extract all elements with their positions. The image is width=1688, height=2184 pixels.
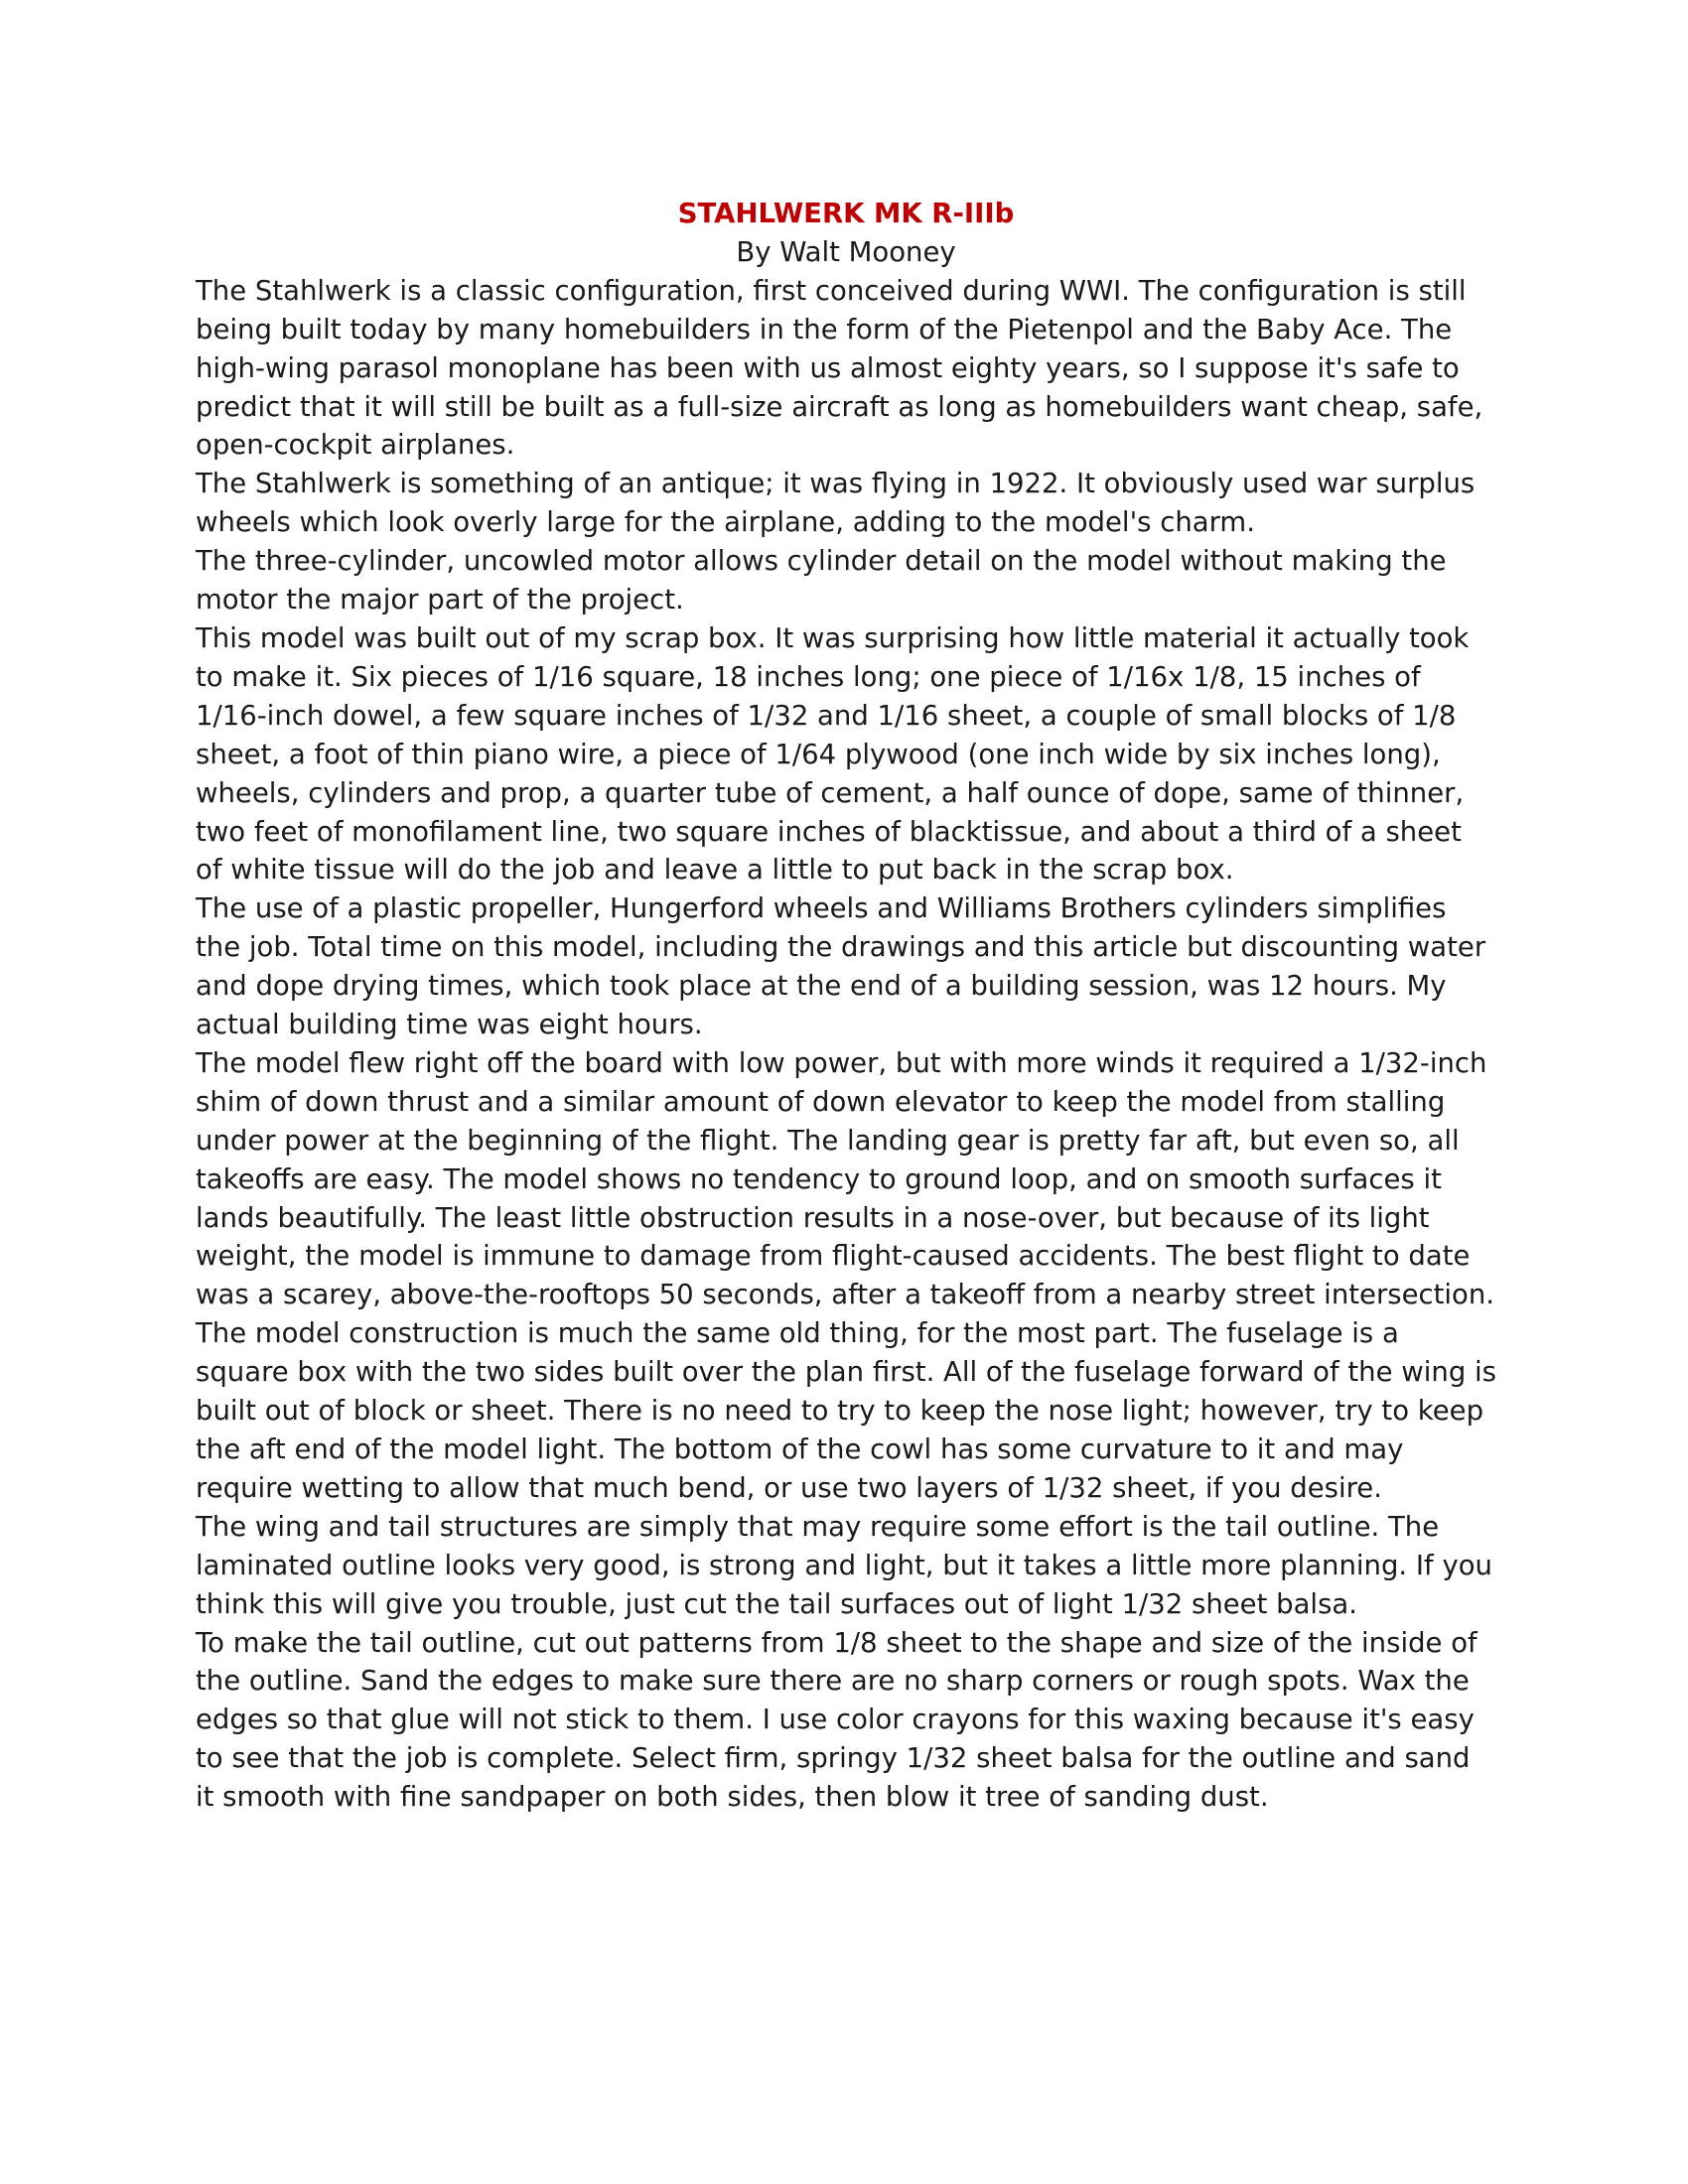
article-title: STAHLWERK MK R-IIIb — [677, 198, 1015, 229]
article-paragraph-1: The Stahlwerk is a classic configuration, first conceived during WWI. The configuration is still being built today by many homebuilders in the form of the Pietenpol and the Baby Ace. The high-wing parasol monoplane has been with us almost eighty years, so I suppose it's safe to predict that it will still be built as a full-size aircraft as long as homebuilders want cheap, safe, open-cockpit airplanes. — [196, 274, 1483, 462]
article-paragraph-3: The three-cylinder, uncowled motor allows cylinder detail on the model without making the motor the major part of the project. — [196, 545, 1447, 616]
article-paragraph-8: The wing and tail structures are simply that may require some effort is the tail outline. The laminated outline looks very good, is strong and light, but it takes a little more planning. If you think this will give you trouble, just cut the tail surfaces out of light 1/32 sheet balsa. — [196, 1510, 1492, 1620]
article-paragraph-5: The use of a plastic propeller, Hungerford wheels and Williams Brothers cylinders simplifies the job. Total time on this model, including the drawings and this article but discounting water and dope drying times, which took place at the end of a building session, was 12 hours. My actual building time was eight hours. — [196, 892, 1486, 1041]
article-paragraph-4: This model was built out of my scrap box. It was surprising how little material it actually took to make it. Six pieces of 1/16 square, 18 inches long; one piece of 1/16x 1/8, 15 inches of 1/16-inch dowel, a few square inches of 1/32 and 1/16 sheet, a couple of small blocks of 1/8 sheet, a foot of thin piano wire, a piece of 1/64 plywood (one inch wide by six inches long), wheels, cylinders and prop, a quarter tube of cement, a half ounce of dope, same of thinner, two feet of monofilament line, two square inches of blacktissue, and about a third of a sheet of white tissue will do the job and leave a little to put back in the scrap box. — [196, 621, 1470, 887]
article-paragraph-2: The Stahlwerk is something of an antique; it was flying in 1922. It obviously used war surplus wheels which look overly large for the airplane, adding to the model's charm. — [196, 468, 1476, 539]
article-byline: By Walt Mooney — [736, 235, 956, 268]
article-paragraph-6: The model flew right off the board with low power, but with more winds it required a 1/32-inch shim of down thrust and a similar amount of down elevator to keep the model from stalling under power at the beginning of the flight. The landing gear is pretty far aft, but even so, all takeoffs are easy. The model shows no tendency to ground loop, and on smooth surfaces it lands beautifully. The least little obstruction results in a nose-over, but because of its light weight, the model is immune to damage from flight-caused accidents. The best flight to date was a scarey, above-the-rooftops 50 seconds, after a takeoff from a nearby street intersection. — [196, 1046, 1495, 1311]
article-paragraph-7: The model construction is much the same old thing, for the most part. The fuselage is a square box with the two sides built over the plan first. All of the fuselage forward of the wing is built out of block or sheet. There is no need to try to keep the nose light; however, try to keep the aft end of the model light. The bottom of the cowl has some curvature to it and may require wetting to allow that much bend, or use two layers of 1/32 sheet, if you desire. — [196, 1317, 1496, 1504]
article-paragraph-9: To make the tail outline, cut out patterns from 1/8 sheet to the shape and size of the inside of the outline. Sand the edges to make sure there are no sharp corners or rough spots. Wax the edges so that glue will not stick to them. I use color crayons for this waxing because it's easy to see that the job is complete. Select firm, springy 1/32 sheet balsa for the outline and sand it smooth with fine sandpaper on both sides, then blow it tree of sanding dust. — [196, 1626, 1477, 1814]
article-page — [196, 195, 1496, 1817]
